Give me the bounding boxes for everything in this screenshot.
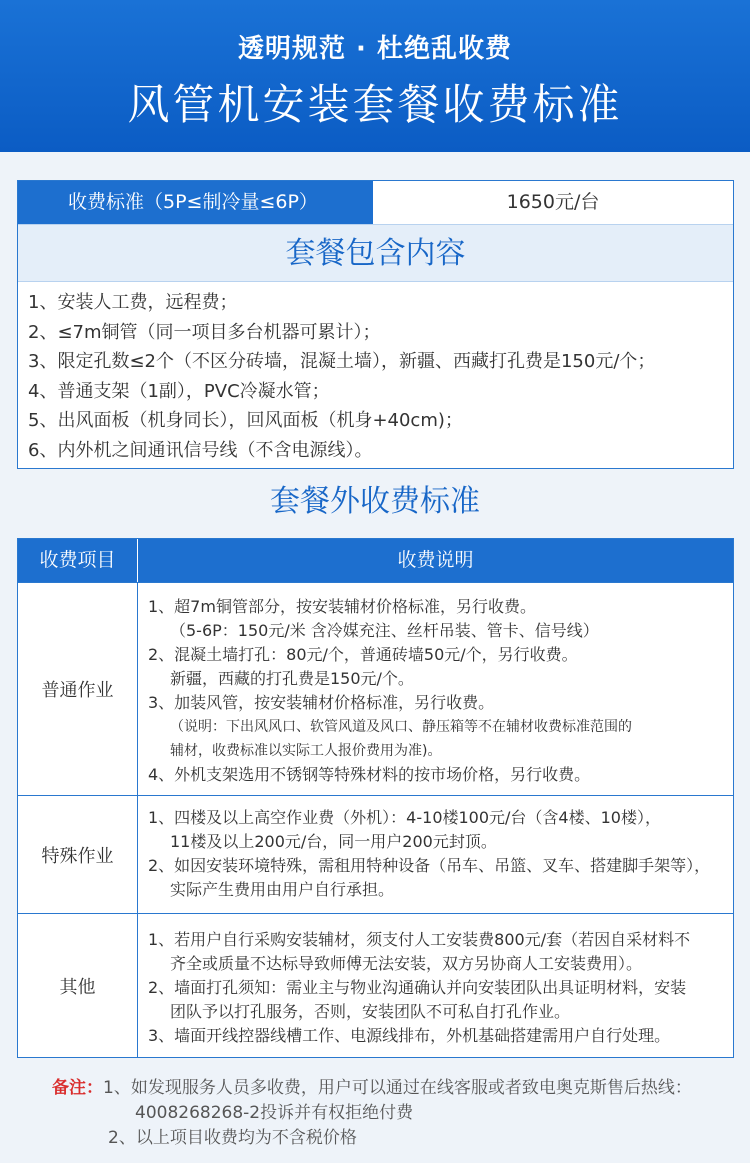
desc-line: 2、如因安装环境特殊，需租用特种设备（吊车、吊篮、叉车、搭建脚手架等）， [148,856,711,875]
desc-line: 实际产生费用由用户自行承担。 [170,880,395,899]
desc-line: 新疆，西藏的打孔费是150元/个。 [170,669,414,688]
desc-line: 团队予以打孔服务，否则，安装团队不可私自打孔作业。 [170,1002,571,1021]
row-category: 其他 [18,914,138,1057]
page-title: 风管机安装套餐收费标准 [127,80,623,129]
desc-line: 3、加装风管，按安装辅材价格标准，另行收费。 [148,693,495,712]
row-category: 普通作业 [18,583,138,795]
desc-line: （5-6P：150元/米 含冷媒充注、丝杆吊装、管卡、信号线） [170,621,599,640]
table-row [18,582,733,795]
price-label: 收费标准（5P≤制冷量≤6P） [18,181,373,224]
row-description [148,928,733,1048]
included-item: 5、出风面板（机身同长），回风面板（机身+40cm)； [28,410,463,432]
desc-line: 1、若用户自行采购安装辅材，须支付人工安装费800元/套（若因自采材料不 [148,930,691,949]
desc-line: 齐全或质量不达标导致师傅无法安装，双方另协商人工安装费用）。 [170,954,643,973]
extra-fee-table [17,538,734,1058]
included-list [28,288,728,466]
included-title: 套餐包含内容 [18,224,733,282]
desc-line: 4、外机支架选用不锈钢等特殊材料的按市场价格，另行收费。 [148,765,591,784]
row-description [148,806,733,902]
table-header-item: 收费项目 [18,539,138,582]
note-line [52,1076,742,1101]
table-row [18,913,733,1057]
page-header [0,0,750,152]
desc-line: 1、超7m铜管部分，按安装辅材价格标准，另行收费。 [148,597,536,616]
desc-line: 辅材，收费标准以实际工人报价费用为准)。 [170,743,442,759]
included-item: 3、限定孔数≤2个（不区分砖墙，混凝土墙），新疆、西藏打孔费是150元/个； [28,351,656,373]
price-value: 1650元/台 [373,181,733,224]
notes [52,1076,742,1151]
desc-line: 1、四楼及以上高空作业费（外机）：4-10楼100元/台（含4楼、10楼）， [148,808,661,827]
row-description [148,595,733,787]
table-row [18,795,733,913]
included-item: 1、安装人工费，远程费； [28,292,238,313]
note-line: 4008268268-2投诉并有权拒绝付费 [135,1103,414,1123]
package-box [17,180,734,469]
desc-line: 2、混凝土墙打孔：80元/个，普通砖墙50元/个，另行收费。 [148,645,578,664]
table-header-desc: 收费说明 [138,539,733,582]
notes-label: 备注： [52,1078,103,1098]
included-item: 6、内外机之间通讯信号线（不含电源线）。 [28,439,373,461]
desc-line: 11楼及以上200元/台，同一用户200元封顶。 [170,832,497,851]
included-item: 2、≤7m铜管（同一项目多台机器可累计）； [28,321,381,343]
note-line: 2、以上项目收费均为不含税价格 [108,1128,357,1148]
extra-title: 套餐外收费标准 [270,484,480,519]
note-text: 1、如发现服务人员多收费，用户可以通过在线客服或者致电奥克斯售后热线： [103,1078,692,1098]
page-subtitle: 透明规范 · 杜绝乱收费 [238,34,512,64]
desc-line: （说明：下出风风口、软管风道及风口、静压箱等不在辅材收费标准范围的 [170,719,632,735]
included-item: 4、普通支架（1副），PVC冷凝水管； [28,380,330,402]
desc-line: 3、墙面开线控器线槽工作、电源线排布，外机基础搭建需用户自行处理。 [148,1026,671,1045]
price-row [18,181,733,224]
desc-line: 2、墙面打孔须知：需业主与物业沟通确认并向安装团队出具证明材料，安装 [148,978,687,997]
row-category: 特殊作业 [18,796,138,913]
